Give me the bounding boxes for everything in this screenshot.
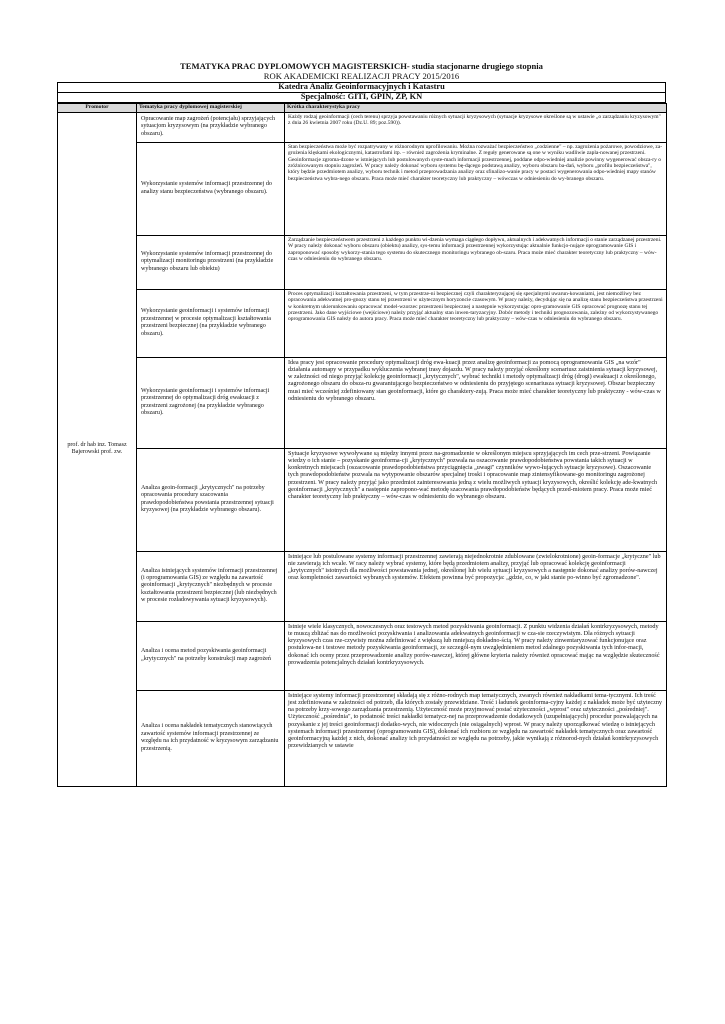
description-cell: Istniejące systemy informacji przestrzennej składają się z różno-rodnych map tematycznych, zwanych również nakładkami tema-tycznymi. Ich treść jest zdefiniowana w zależności od potrzeb, dla których zostały przewidziane. Treść i ładunek geoinforma-cyjny każdej z nakładek może być użyteczny na potrzeby krzy-sowego zarządzania przestrzenią. Użyteczność może przyjmować postać użyteczności „wprost" oraz użyteczności „pośredniej". Użyteczność „pośrednia", to podatność treści nakładki tematycz-nej na przeprowadzenie dodatkowych (uzupełniających) procedur pozwalających na pozyskanie z jej treści geoinformacji dodatko-wych, nie widocznych (nie osiągalnych) wprost. W pracy należy uporządkować wiedzę o istniejących systemach informacji przestrzennej (oprogramowaniu GIS), dokonać ich rozbioru ze względu na zawartość nakładek tematycznych oraz zawartość geoinformacyjną każdej z nich, dokonać analizy ich przydatności ze względu na potrzeby, jakie wynikają z różnorod-nych działań kontrkryzysowych przewidzianych w ustawie — [285, 690, 667, 786]
topic-cell: Analiza istniejących systemów informacji przestrzennej (i oprogramowania GIS) ze względu na zawartość geoinformacji „krytycznych" niezbędnych w procesie kształtowania przestrzeni bezpiecznej (lub niezbędnych w procesie rozładowywania sytuacji kryzysowych). — [137, 551, 285, 621]
table-row — [58, 621, 667, 690]
description-cell: Istnieje wiele klasycznych, nowoczesnych oraz testowych metod pozyskiwania geoinformacji. Z punktu widzenia działań kontrkryzysowych, metody te muszą zbliżać nas do możliwości pozyskiwania i analizowania adekwatnych geoinformacji w cza-sie rzeczywistym. Dla różnych sytuacji kryzysowych czas rze-czywisty można zdefiniować z większą lub mniejszą dokładno-ścią. W pracy należy zinwentaryzować funkcjonujące oraz postulowa-ne i testowe metody pozyskiwania geoinformacji, ze szczegól-nym uwzględnieniem metod zdalnego pozyskiwania tych infor-macji, dokonać ich oceny przez przeprowadzenie analizy porów-nawczej, której główne kryteria należy również opracować mając na względzie skuteczność prowadzenia potencjalnych działań kontrkryzysowych. — [285, 621, 667, 690]
document-page — [57, 62, 666, 787]
document-title: TEMATYKA PRAC DYPLOMOWYCH MAGISTERSKICH- studia stacjonarne drugiego stopnia — [180, 61, 543, 71]
topic-cell: Opracowanie map zagrożeń (potencjału) sprzyjających sytuacjom kryzysowym (na przykładzie wybranego obszaru). — [137, 112, 285, 142]
academic-year: ROK AKADEMICKI REALIZACJI PRACY 2015/2016 — [263, 70, 460, 81]
topic-cell: Analiza i ocena metod pozyskiwania geoinformacji „krytycznych" na potrzeby konstrukcji map zagrożeń — [137, 621, 285, 690]
table-row — [58, 448, 667, 551]
table-row — [58, 142, 667, 235]
table-row — [58, 690, 667, 786]
topic-cell: Analiza i ocena nakładek tematycznych stanowiących zawartość systemów informacji przestrzennej ze względu na ich przydatność w kryzysowym zarządzaniu przestrzenią. — [137, 690, 285, 786]
topic-cell: Wykorzystanie geoinformacji i systemów informacji przestrzennej do optymalizacji dróg ewakuacji z przestrzeni zagrożonej (na przykładzie wybranego obszaru). — [137, 357, 285, 448]
column-header-topic: Tematyka pracy dyplomowej magisterskiej — [137, 103, 285, 112]
topic-cell: Wykorzystanie systemów informacji przestrzennej do optymalizacji monitoringu przestrzeni (na przykładzie wybranego obszaru lub obiektu) — [137, 235, 285, 289]
topic-cell: Analiza geoin-formacji „krytycznych" na potrzeby opracowania procedury szacowania prawdopodobieństwa powstania przestrzennej sytuacji kryzysowej (na przykładzie wybranego obszaru). — [137, 448, 285, 551]
column-header-description: Krótka charakterystyka pracy — [285, 103, 667, 112]
department-name: Katedra Analiz Geoinformacyjnych i Katastru — [58, 83, 666, 93]
topic-cell: Wykorzystanie geoinformacji i systemów informacji przestrzennej w procesie optymalizacji kształtowania przestrzeni bezpiecznej (na przykładzie wybranego obszaru). — [137, 289, 285, 357]
specialty-line: Specjalność: GITI, GPIN, ZP, KN — [58, 92, 666, 102]
table-row — [58, 112, 667, 142]
description-cell: Proces optymalizacji kształtowania przestrzeni, w tym przestrze-ni bezpiecznej czyli charakteryzującej się specjalnymi uwarun-kowaniami, jest niemożliwy bez opracowania adekwatnej pro-gnozy stanu tej przestrzeni w użytecznym horyzoncie czasowym. W pracy należy, decydując się na analizę stanu bezpieczeństwa przestrzeni w konkretnym ukierunkowaniu opracować model-wzorzec przestrzeni bezpiecznej a następnie wykorzystując opro-gramowanie GIS opracować prognozę stanu tej przestrzeni. Jako dane wyjściowe (wejściowe) należy przyjąć aktualny stan inwen-taryzacyjny. Dobór metody i techniki prognozowania, zależny od wykorzystywanego oprogramowania GIS należy do autora pracy. Praca może mieć charakter teoretyczny lub praktyczny – wów-czas w odniesieniu do wybranego obszaru. — [285, 289, 667, 357]
table-row — [58, 289, 667, 357]
promotor-cell: prof. dr hab inz. Tomasz Bajerowski prof. zw. — [58, 112, 137, 786]
topic-cell: Wykorzystanie systemów informacji przestrzennej do analizy stanu bezpieczeństwa (wybranego obszaru). — [137, 142, 285, 235]
description-cell: Zarządzanie bezpieczeństwem przestrzeni z każdego punktu wi-dzenia wymaga ciągłego dopływu, aktualnych i adekwatnych informacji o stanie zarządzanej przestrzeni. W pracy należy dokonać wyboru obszaru (obiektu) analizy, sys-temu informacji przestrzennej wykorzystując aktualnie funkcjo-nujące oprogramowanie GIS i zaproponować sposoby wykorzy-stania tego systemu do skutecznego monitoringu wybranego ob-szaru. Praca może mieć charakter teoretyczny lub praktyczny – wów-czas w odniesieniu do wybranego obszaru. — [285, 235, 667, 289]
description-cell: Istniejące lub postulowane systemy informacji przestrzennej zawierają niejednokrotnie zdublowane (zwielokrotnione) geoin-formacje „krytyczne" lub nie zawierają ich wcale. W racy należy wybrać systemy, które będą przedmiotem analizy, przyjąć lub opracować kolekcję geoinformacji „krytycznych" istotnych dla możliwości powstawania jednej, określonej lub wielu sytuacji kryzysowych a następnie dokonać analizy porów-nawczej oraz kompletności zawartości wybranych systemów. Efektem powinna być propozycja: „gdzie, co, w jaki stanie po-winno być zgromadzone". — [285, 551, 667, 621]
table-header-row — [58, 103, 667, 112]
description-cell: Stan bezpieczeństwa może być rozpatrywany w różnorodnym uprofilowaniu. Można rozważać bezpieczeństwo „codzienne" – np. zagrożenia pożarowe, powodziowe, za-grożenia klęskami ekologicznymi, katastrofami itp. – również zagrożenia kryminalne. Z reguły generowane są one w wyniku wadliwie zapla-nowanej przestrzeni. Geoinformacje zgroma-dzone w istniejących lub postulowanych syste-mach informacji przestrzennej, poddane odpo-wiedniej analizie powinny wygenerować obsza-ry o zróżnicowanym stopniu zagrożeń. W pracy należy dokonać wyboru systemu bę-dącego podstawą analizy, wyboru obszaru ba-dań, wyboru „profilu bezpieczeństwa", który będzie przedmiotem analizy, wyboru technik i metod przeprowadzania analizy oraz sfinalizo-wanie pracy w postaci wygenerowania odpo-wiedniej mapy stanów bezpieczeństwa wybra-nego obszaru. Praca może mieć charakter teoretyczny lub praktyczny – wówczas w odniesieniu do wy-branego obszaru. — [285, 142, 667, 235]
table-row — [58, 357, 667, 448]
description-cell: Każdy rodzaj geoinformacji (cech terenu) sprzyja powstawaniu różnych sytuacji kryzysowych (sytuacje kryzysowe określone są w ustawie „o zarządzaniu kryzysowym" z dnia 26 kwietnia 2007 roku (Dz.U. 89; poz.590)). — [285, 112, 667, 142]
header-table — [57, 82, 666, 103]
description-cell: Sytuacje kryzysowe wywoływane są między innymi przez na-gromadzenie w określonym miejscu sprzyjających im cech prze-strzeni. Powiązanie wiedzy o ich stanie – pozyskanie geoinforma-cji „krytycznych" pozwala na oszacowanie prawdopodobieństwa powstania takich sytuacji w konkretnych miejscach (oszacowanie prawdopodobieństwa przyciągnięcia „uwagi" czynników wywo-łujących sytuacje kryzysowe). Oszacowanie tych prawdopodobieństw pozwala na wytypowanie obszarów specjalnej troski i opracowanie map zintensyfikowane-go monitoringu zagrożonej przestrzeni. W pracy należy przyjąć jako przedmiot zainteresowania jedną z wielu możliwych sytuacji kryzysowych, określić kolekcję ade-kwatnych geoinformacji „krytycznych" a następnie zapropono-wać metodę szacowania prawdopodobieństw będących przed-miotem pracy. Praca może mieć charakter teoretyczny lub praktyczny – wów-czas w odniesieniu do wybranego obszaru. — [285, 448, 667, 551]
table-row — [58, 551, 667, 621]
table-row — [58, 235, 667, 289]
topics-table — [57, 103, 667, 787]
column-header-promotor: Promotor — [58, 103, 137, 112]
description-cell: Idea pracy jest opracowanie procedury optymalizacji dróg ewa-kuacji przez analizę geoinformacji za pomocą oprogramowania GIS „na wzór" działania automapy w przypadku wykluczenia wybranej trasy dojazdu. W pracy należy przyjąć określony scenariusz zaistnienia sytuacji kryzysowej, w zależności od niego przyjąć kolekcję geoinformacji „krytycznych", wybrać techniki i metody optymalizacji dróg (drogi) ewakuacji z określonego, zagrożonego obszaru do obsza-ru gwarantującego bezpieczeństwo w odniesieniu do przyjętego scenariusza sytuacji kryzysowej. Obszar bezpieczny musi mieć wcześniej zdefiniowany stan geoinformacji, które go charaktery-zują. Praca może mieć charakter teoretyczny lub praktyczny - wów-czas w odniesieniu do wybranego obszaru. — [285, 357, 667, 448]
